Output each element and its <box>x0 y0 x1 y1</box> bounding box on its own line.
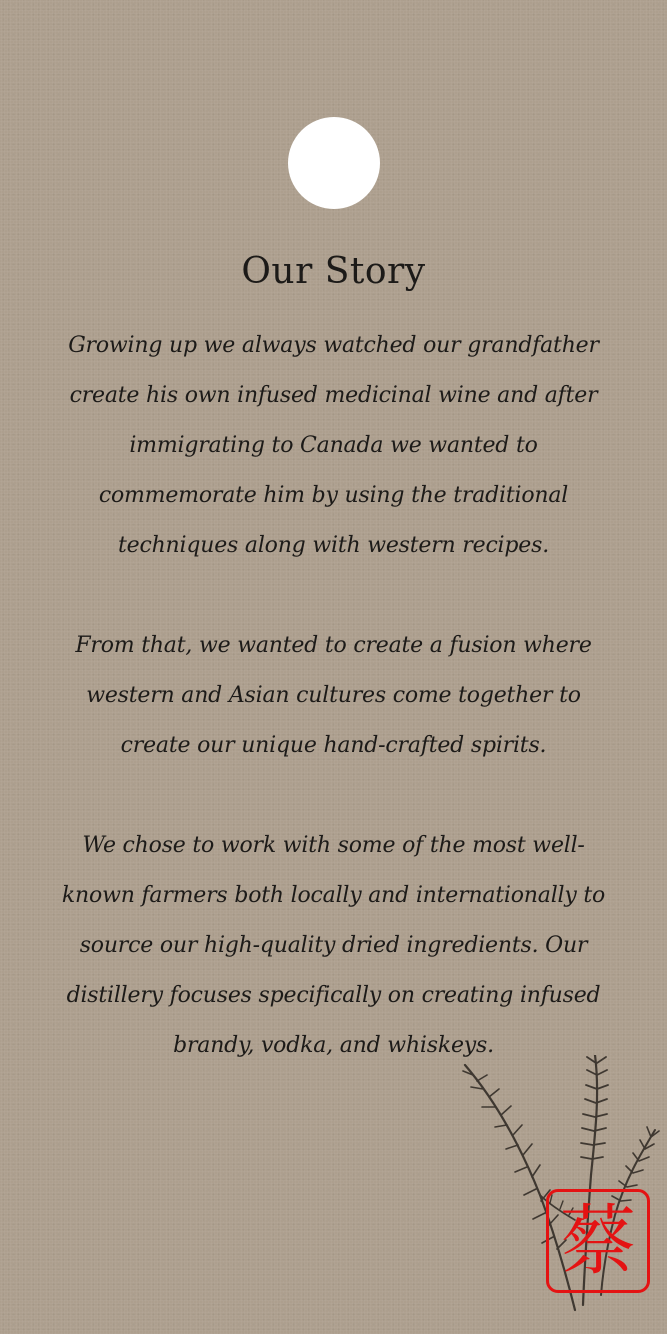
story-paragraph-2: From that, we wanted to create a fusion where western and Asian cultures come together to create our unique hand-crafted spirits. <box>75 633 592 758</box>
story-text <box>58 321 609 1071</box>
hang-tag-hole <box>288 117 380 209</box>
story-paragraph-3: We chose to work with some of the most well-known farmers both locally and internationally to source our high-quality dried ingredients. Our distillery focuses specifically on creating infused brandy, vodka, and whiskeys. <box>61 833 606 1058</box>
story-paragraph-1: Growing up we always watched our grandfather create his own infused medicinal wine and after immigrating to Canada we wanted to commemorate him by using the traditional techniques along with western recipes. <box>68 333 599 558</box>
seal-stamp: 蔡 <box>546 1189 650 1293</box>
page-title: Our Story <box>241 251 426 292</box>
